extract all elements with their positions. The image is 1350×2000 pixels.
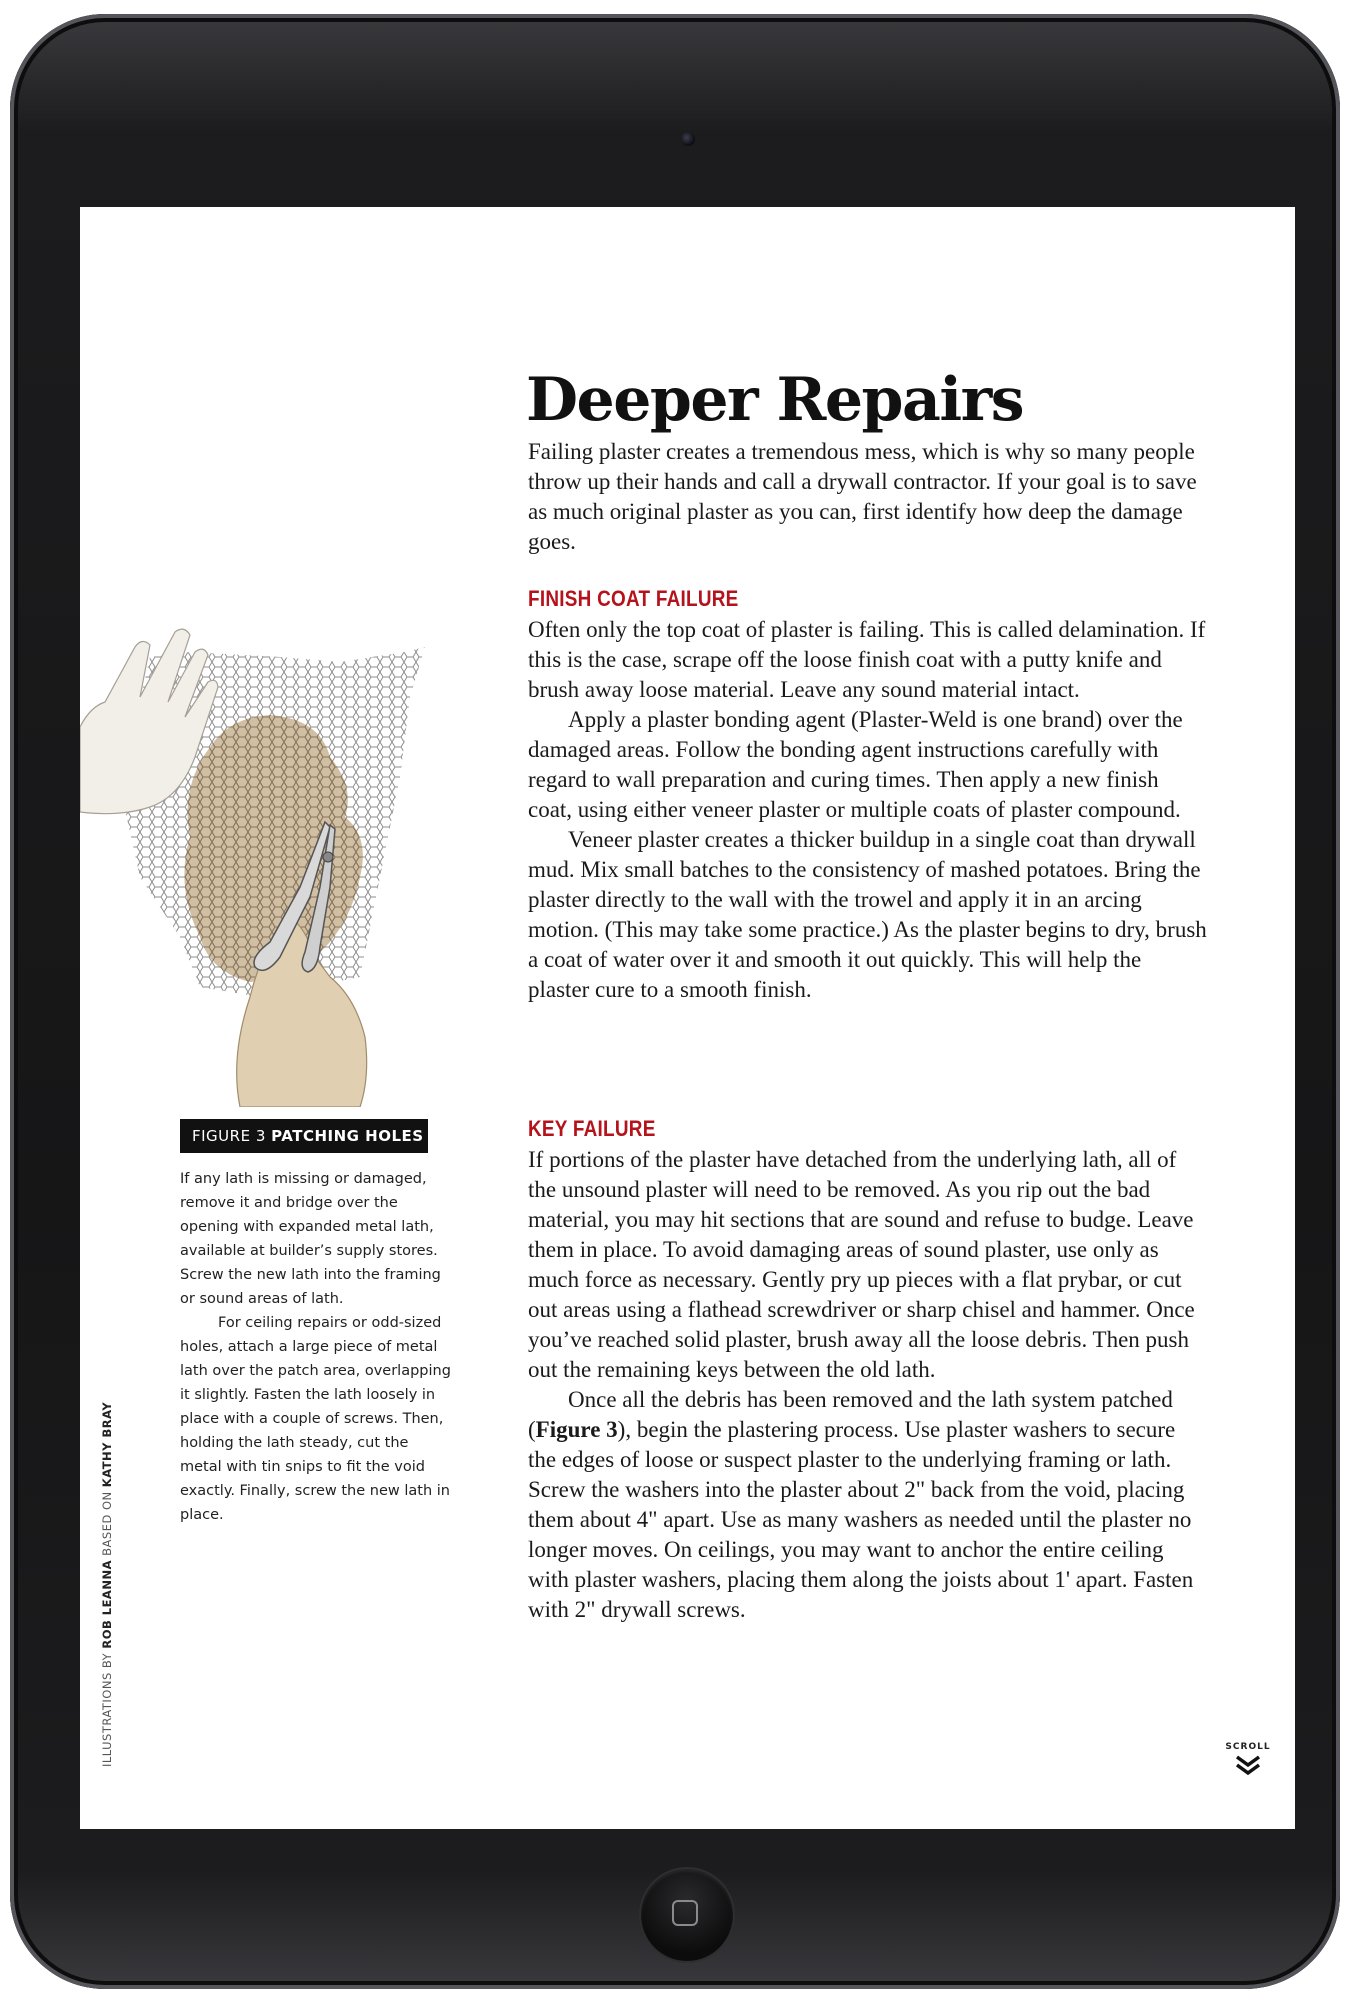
scroll-label: SCROLL: [1225, 1742, 1271, 1752]
body-paragraph: Veneer plaster creates a thicker buildup in a single coat than drywall mud. Mix small batches to the consistency of mashed potatoes. Bring the plaster directly to the wall with the trowel and apply it in an arcing motion. (This may take some practice.) As the plaster begins to dry, brush a coat of water over it and smooth it out quickly. This will help the plaster cure to a smooth finish.: [528, 827, 1207, 1002]
illustrator-name: ROB LEANNA: [100, 1560, 114, 1649]
section-finish-coat-failure: [528, 585, 1208, 1005]
home-button[interactable]: [641, 1869, 733, 1961]
illustration-credit: ILLUSTRATIONS BY ROB LEANNA BASED ON KATHY BRAY: [100, 1401, 114, 1767]
figure-caption: [180, 1167, 452, 1527]
magazine-page[interactable]: [80, 207, 1295, 1829]
tablet-device: [10, 14, 1340, 1989]
figure-label: [180, 1119, 428, 1153]
caption-paragraph: For ceiling repairs or odd-sized holes, attach a large piece of metal lath over the patch area, overlapping it slightly. Fasten the lath loosely in place with a couple of screws. Then, holding the lath steady, cut the metal with tin snips to fit the void exactly. Finally, screw the new lath in place.: [180, 1315, 451, 1523]
camera-icon: [681, 132, 695, 146]
artist-name: KATHY BRAY: [100, 1401, 114, 1488]
intro-paragraph: Failing plaster creates a tremendous mess, which is why so many people throw up their hands and call a drywall contractor. If your goal is to save as much original plaster as you can, first identify how deep the damage goes.: [528, 439, 1197, 554]
section-title: FINISH COAT FAILURE: [528, 586, 739, 611]
body-paragraph: If portions of the plaster have detached from the underlying lath, all of the unsound plaster will need to be removed. As you rip out the bad material, you may hit sections that are sound and refuse to budge. Leave them in place. To avoid damaging areas of sound plaster, use only as much force as necessary. Gently pry up pieces with a flat prybar, or cut out areas using a flathead screwdriver or sharp chisel and hammer. Once you’ve reached solid plaster, brush away all the loose debris. Then push out the remaining keys between the old lath.: [528, 1147, 1195, 1382]
double-chevron-down-icon: [1233, 1754, 1263, 1776]
body-paragraph: Once all the debris has been removed and the lath system patched (Figure 3), begin the plastering process. Use plaster washers to secure the edges of loose or suspect plaster to the underlying framing or lath. Screw the washers into the plaster about 2" back from the void, placing them about 4" apart. Use as many washers as needed until the plaster no longer moves. On ceilings, you may want to anchor the entire ceiling with plaster washers, placing them along the joists about 1' apart. Fasten with 2" drywall screws.: [528, 1387, 1194, 1622]
body-paragraph: Often only the top coat of plaster is failing. This is called delamination. If this is the case, scrape off the loose finish coat with a putty knife and brush away loose material. Leave any sound material intact.: [528, 617, 1206, 702]
section-title: KEY FAILURE: [528, 1116, 656, 1141]
figure-reference: Figure 3: [535, 1417, 618, 1442]
caption-paragraph: If any lath is missing or damaged, remove it and bridge over the opening with expanded metal lath, available at builder’s supply stores. Screw the new lath into the framing or sound areas of lath.: [180, 1171, 441, 1307]
lath-patching-illustration: [80, 457, 480, 1107]
section-key-failure: [528, 1115, 1208, 1625]
article-intro: [528, 437, 1208, 557]
home-square-icon: [672, 1900, 698, 1926]
body-paragraph: Apply a plaster bonding agent (Plaster-Weld is one brand) over the damaged areas. Follow the bonding agent instructions carefully with regard to wall preparation and curing times. Then apply a new finish coat, using either veneer plaster or multiple coats of plaster compound.: [528, 707, 1183, 822]
scroll-indicator[interactable]: [1223, 1742, 1273, 1776]
figure-number: FIGURE 3: [192, 1127, 266, 1145]
article-headline: Deeper Repairs: [526, 365, 1024, 435]
figure-title: PATCHING HOLES: [271, 1127, 424, 1145]
